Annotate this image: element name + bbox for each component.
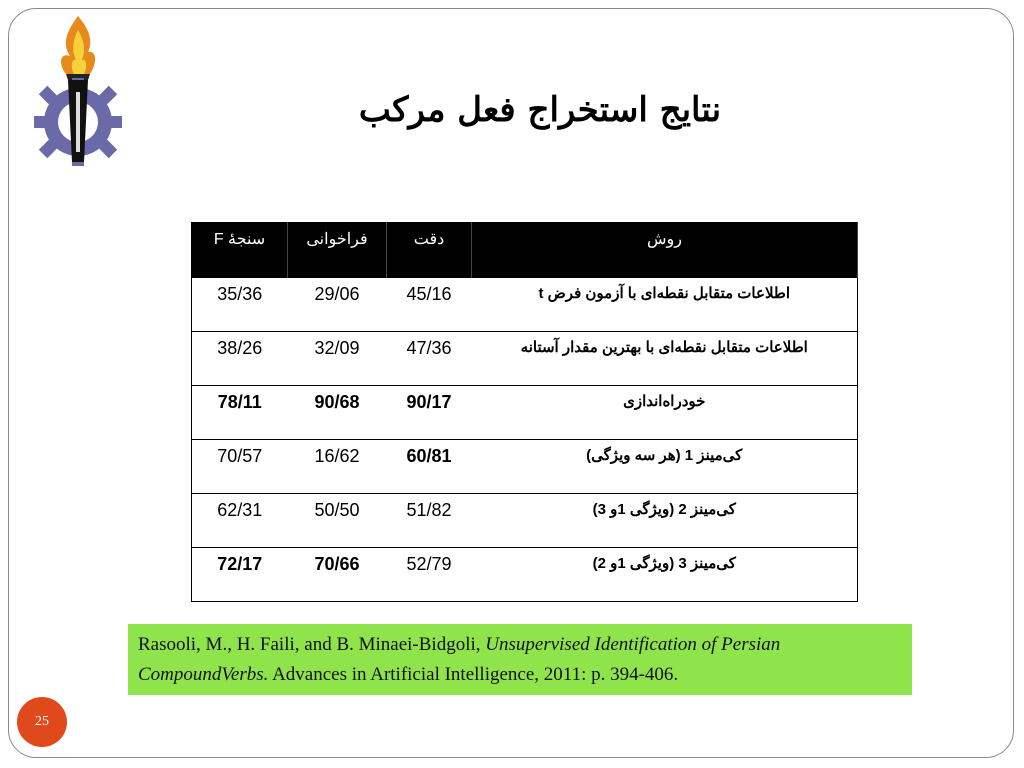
cell-f: 35/36 <box>192 278 288 332</box>
cell-f: 38/26 <box>192 332 288 386</box>
cell-method: اطلاعات متقابل نقطه‌ای با آزمون فرض t <box>472 278 858 332</box>
cell-f: 72/17 <box>192 548 288 602</box>
cell-f: 78/11 <box>192 386 288 440</box>
cell-recall: 29/06 <box>288 278 387 332</box>
cell-precision: 47/36 <box>387 332 472 386</box>
cell-recall: 70/66 <box>288 548 387 602</box>
table-row <box>192 494 858 548</box>
table-row <box>192 440 858 494</box>
page-number-badge <box>17 697 67 747</box>
cell-precision: 90/17 <box>387 386 472 440</box>
page-number: 25 <box>35 714 49 729</box>
citation-authors: Rasooli, M., H. Faili, and B. Minaei-Bidgoli, <box>138 634 486 655</box>
cell-method: اطلاعات متقابل نقطه‌ای با بهترین مقدار آستانه <box>472 332 858 386</box>
cell-method: کی‌مینز 3 (ویژگی 1و 2) <box>472 548 858 602</box>
slide-title: نتایج استخراج فعل مرکب <box>358 90 722 130</box>
table-row <box>192 332 858 386</box>
table-header-row <box>192 223 858 278</box>
citation-source: Advances in Artificial Intelligence, 2011: p. 394-406. <box>268 664 679 685</box>
cell-precision: 60/81 <box>387 440 472 494</box>
cell-precision: 45/16 <box>387 278 472 332</box>
cell-recall: 50/50 <box>288 494 387 548</box>
cell-method: کی‌مینز 1 (هر سه ویژگی) <box>472 440 858 494</box>
cell-method: کی‌مینز 2 (ویژگی 1و 3) <box>472 494 858 548</box>
results-table <box>191 222 858 602</box>
cell-precision: 52/79 <box>387 548 472 602</box>
header-f-measure: سنجۀ F <box>192 223 288 278</box>
cell-recall: 90/68 <box>288 386 387 440</box>
table-row <box>192 548 858 602</box>
table-row <box>192 278 858 332</box>
cell-precision: 51/82 <box>387 494 472 548</box>
cell-f: 70/57 <box>192 440 288 494</box>
citation-box <box>128 624 912 695</box>
cell-recall: 32/09 <box>288 332 387 386</box>
cell-method: خودراه‌اندازی <box>472 386 858 440</box>
header-precision: دقت <box>387 223 472 278</box>
torch-gear-logo-icon <box>22 12 134 180</box>
table-row <box>192 386 858 440</box>
header-method: روش <box>472 223 858 278</box>
citation-title: Unsupervised Identification of Persian CompoundVerbs. <box>138 634 781 685</box>
cell-f: 62/31 <box>192 494 288 548</box>
cell-recall: 16/62 <box>288 440 387 494</box>
header-recall: فراخوانی <box>288 223 387 278</box>
